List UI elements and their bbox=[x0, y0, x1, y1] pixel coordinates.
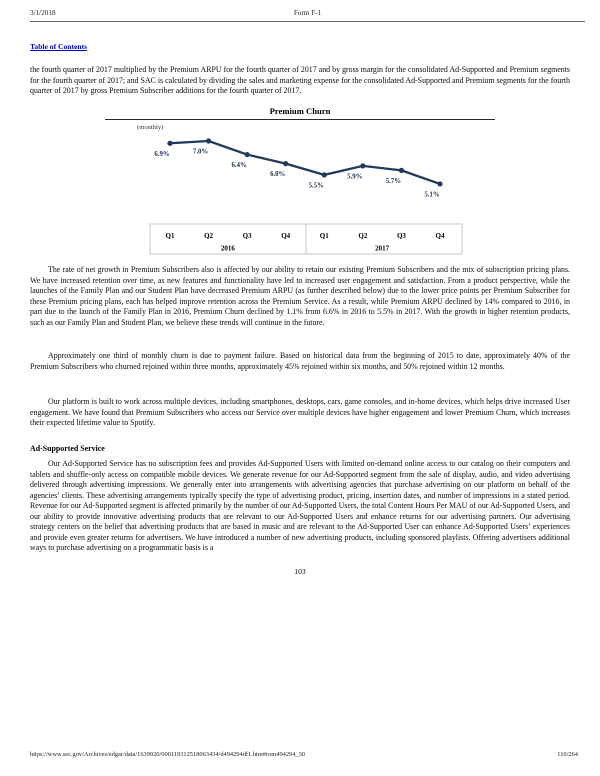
svg-text:Q1: Q1 bbox=[319, 232, 329, 240]
chart-subtitle: (monthly) bbox=[137, 124, 164, 131]
svg-text:2016: 2016 bbox=[220, 244, 235, 253]
svg-text:6.4%: 6.4% bbox=[231, 162, 247, 170]
premium-churn-plot bbox=[105, 132, 495, 259]
page-number: 103 bbox=[294, 567, 306, 576]
svg-text:2017: 2017 bbox=[375, 244, 390, 253]
footer-url: https://www.sec.gov/Archives/edgar/data/1639920/000119312518063434/d494294df1.htm#rom494294_30 bbox=[30, 751, 306, 758]
svg-text:Q4: Q4 bbox=[281, 232, 291, 240]
paragraph-ad-supported: Our Ad-Supported Service has no subscription fees and provides Ad-Supported Users with limited on-demand online access to our catalog on their computers and tablets and shuffle-only access on compatible mobile devices. We generate revenue for our Ad-Supported segment from the sale of display, audio, and video advertising delivered through advertising impressions. We generally enter into arrangements with advertising agencies that purchase advertising on our platform on behalf of the agencies’ clients. These advertising arrangements typically specify the type of advertising product, pricing, insertion dates, and number of impressions in a stated period. Revenue for our Ad-Supported segment is affected primarily by the number of our Ad-Supported Users, the total Content Hours Per MAU of our Ad-Supported Users, and our ability to provide innovative advertising products that are relevant to our Ad-Supported Users and enhance returns for our advertising partners. Our advertising strategy centers on the belief that advertising products that are based in music and are relevant to the Ad-Supported User can enhance Ad-Supported Users’ experiences and provide even greater returns for advertisers. We have introduced a number of new advertising products, including sponsored playlists. Offering advertisers additional ways to purchase advertising on a programmatic basis is a bbox=[30, 459, 570, 553]
svg-text:5.7%: 5.7% bbox=[385, 177, 402, 185]
svg-text:5.1%: 5.1% bbox=[424, 191, 440, 199]
print-footer bbox=[30, 751, 578, 758]
svg-text:7.0%: 7.0% bbox=[192, 148, 209, 156]
section-heading-ad-supported: Ad-Supported Service bbox=[30, 444, 105, 453]
paragraph-multi-device: Our platform is built to work across multiple devices, including smartphones, desktops, cars, game consoles, and in-home devices, which helps drive increased User engagement. We have found that Premium Subscribers who access our Service over multiple devices have higher engagement and lower Premium Churn, which increases their expected lifetime value to Spotify. bbox=[30, 397, 570, 428]
form-title: Form F-1 bbox=[293, 9, 322, 17]
chart-title: Premium Churn bbox=[105, 106, 495, 120]
svg-text:6.9%: 6.9% bbox=[154, 150, 170, 158]
header-spacer bbox=[400, 9, 585, 17]
paragraph-sac-definition: the fourth quarter of 2017 multiplied by the Premium ARPU for the fourth quarter of 2017 and by gross margin for the consolidated Ad-Supported and Premium segments for the fourth quarter of 2017; and SAC is calculated by dividing the sales and marketing expense for the consolidated Ad-Supported and Premium segments for the fourth quarter of 2017 by gross Premium Subscriber additions for the fourth quarter of 2017. bbox=[30, 65, 570, 96]
paragraph-churn-rejoin: Approximately one third of monthly churn is due to payment failure. Based on historical data from the beginning of 2015 to date, approximately 40% of the Premium Subscribers who churned rejoined within three months, approximately 45% rejoined within six months, and 50% rejoined within 12 months. bbox=[30, 351, 570, 371]
footer-page-indicator: 110/264 bbox=[557, 751, 578, 758]
svg-text:Q4: Q4 bbox=[435, 232, 445, 240]
svg-text:6.0%: 6.0% bbox=[270, 171, 286, 179]
svg-text:Q2: Q2 bbox=[358, 232, 368, 240]
premium-churn-chart bbox=[105, 106, 495, 259]
print-header bbox=[30, 9, 585, 17]
svg-text:Q1: Q1 bbox=[165, 232, 175, 240]
svg-text:Q3: Q3 bbox=[396, 232, 406, 240]
svg-text:Q2: Q2 bbox=[204, 232, 214, 240]
table-of-contents-link[interactable]: Table of Contents bbox=[30, 42, 88, 51]
print-date: 3/1/2018 bbox=[30, 9, 56, 17]
paragraph-retention: The rate of net growth in Premium Subscribers also is affected by our ability to retain our existing Premium Subscribers and the mix of subscription pricing plans. We have increased retention over time, as new features and functionality have led to increased user engagement and satisfaction. From a product perspective, while the launches of the Family Plan and our Student Plan have decreased Premium ARPU (as further described below) due to the lower price points per Premium Subscriber for these Premium pricing plans, each has helped improve retention across the Premium Service. As a result, while Premium ARPU declined by 14% compared to 2016, in part due to the launch of the Family Plan in 2016, Premium Churn declined by 1.1% from 6.6% in 2016 to 5.5% in 2017. With the growth in higher retention products, such as our Family Plan and Student Plan, we believe these trends will continue in the future. bbox=[30, 265, 570, 327]
svg-text:Q3: Q3 bbox=[242, 232, 252, 240]
svg-text:5.5%: 5.5% bbox=[308, 182, 324, 190]
svg-text:5.9%: 5.9% bbox=[347, 173, 363, 181]
header-rule bbox=[30, 21, 585, 22]
